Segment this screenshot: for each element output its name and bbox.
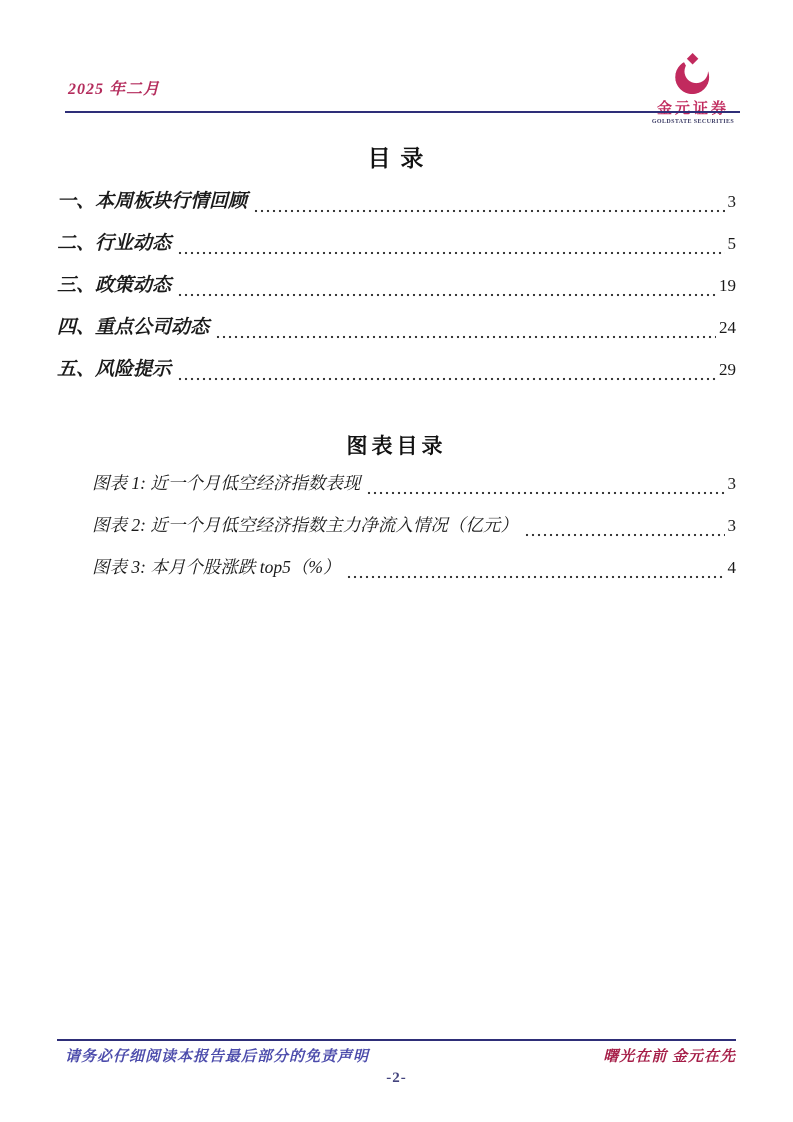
toc-entry-page: 24 [719,318,736,337]
report-date: 2025 年二月 [68,81,161,98]
toc-entry-label: 五、风险提示 [57,359,172,380]
toc-entry [57,270,736,312]
toc-entry-label: 三、政策动态 [57,275,172,296]
figure-entry [92,512,736,554]
toc-entry-page: 3 [727,192,736,211]
toc-entry [57,228,736,270]
company-logo [645,50,741,125]
dot-leader [524,512,725,554]
footer-slogan: 曙光在前 金元在先 [603,1049,736,1065]
figure-entry-label: 图表 1: 近一个月低空经济指数表现 [92,473,361,493]
figure-entry-label: 图表 3: 本月个股涨跌 top5（%） [92,557,341,577]
toc-entry-label: 四、重点公司动态 [57,317,210,338]
dot-leader [177,228,724,270]
toc-entry-label: 一、本周板块行情回顾 [57,191,248,212]
dot-leader [366,470,724,512]
figure-entry-page: 3 [727,474,736,493]
logo-company-name: 金元证券 [656,101,729,117]
toc-entry-page: 29 [719,360,736,379]
crescent-logo-icon [667,50,719,96]
header-divider [65,111,740,113]
dot-leader [253,186,724,228]
figure-list-title: 图表目录 [346,434,447,458]
figure-entry-page: 4 [727,558,736,577]
dot-leader [346,554,724,596]
footer-disclaimer: 请务必仔细阅读本报告最后部分的免责声明 [65,1049,370,1065]
figure-entry [92,470,736,512]
figure-entry [92,554,736,596]
dot-leader [215,312,716,354]
figure-entry-page: 3 [727,516,736,535]
footer-divider [57,1039,736,1041]
toc-entry [57,354,736,396]
figure-entry-label: 图表 2: 近一个月低空经济指数主力净流入情况（亿元） [92,515,518,535]
page-number: -2- [386,1070,407,1086]
toc-entry [57,186,736,228]
toc-entry-page: 19 [719,276,736,295]
toc-entry-label: 二、行业动态 [57,233,172,254]
toc-title: 目 录 [367,146,426,171]
logo-company-name-en: GOLDSTATE SECURITIES [651,119,735,125]
toc-entry-page: 5 [727,234,736,253]
figure-list [92,470,736,596]
toc-list [57,186,736,396]
dot-leader [177,270,716,312]
dot-leader [177,354,716,396]
toc-entry [57,312,736,354]
